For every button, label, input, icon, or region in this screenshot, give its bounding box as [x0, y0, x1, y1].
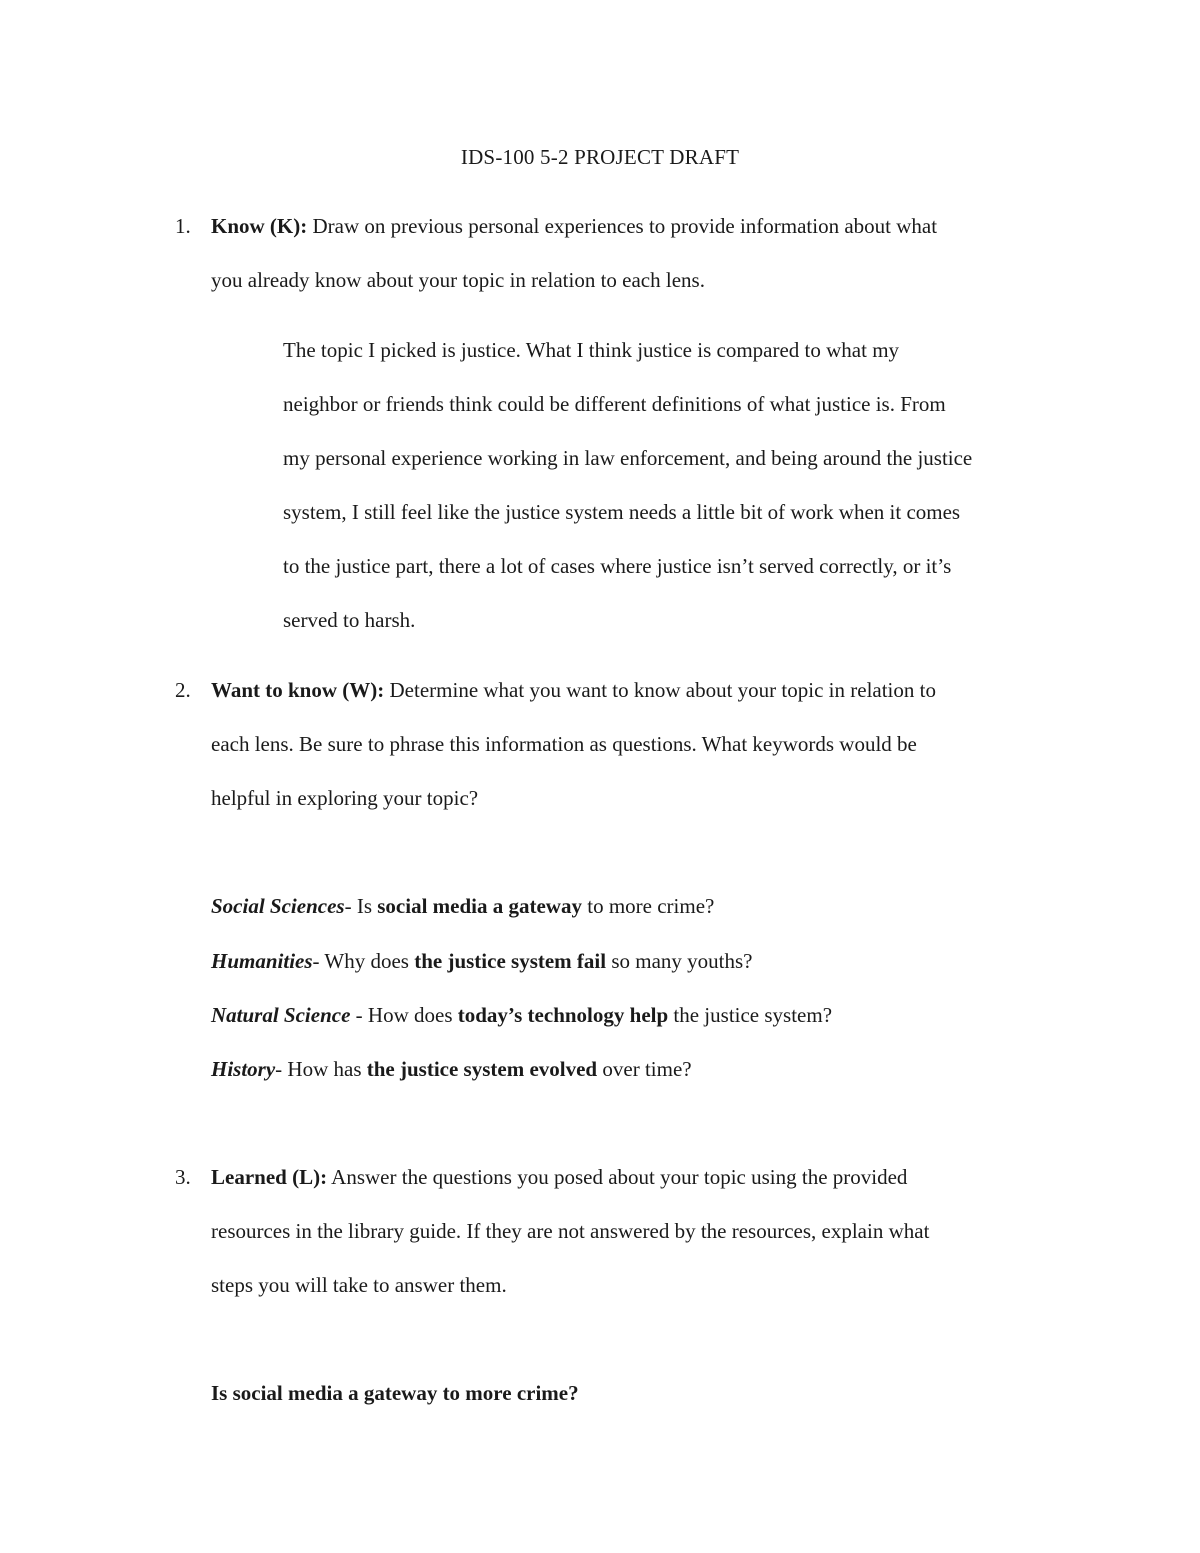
- lens-question-pre: - Why does: [312, 949, 415, 973]
- lens-question-pre: - How has: [275, 1057, 367, 1081]
- section-1-prompt-line-2: you already know about your topic in relation to each lens.: [211, 268, 705, 292]
- section-1-answer-line-3: my personal experience working in law enforcement, and being around the justice: [283, 446, 973, 470]
- section-2-heading: Want to know (W):: [211, 678, 385, 702]
- lens-label: Social Sciences: [211, 894, 345, 918]
- section-2-prompt-line-1: [211, 675, 936, 705]
- lens-question-post: so many youths?: [606, 949, 753, 973]
- lens-question-natural-science: [211, 1000, 832, 1030]
- section-1-number: 1.: [175, 214, 191, 238]
- lens-question-pre: - Is: [344, 894, 378, 918]
- lens-question-humanities: [211, 946, 753, 976]
- section-3-question-heading: Is social media a gateway to more crime?: [211, 1381, 579, 1405]
- lens-question-post: to more crime?: [581, 894, 715, 918]
- section-1-prompt-text: Draw on previous personal experiences to provide information about what: [307, 214, 938, 238]
- section-2-number: 2.: [175, 678, 191, 702]
- section-3-prompt-line-2: resources in the library guide. If they are not answered by the resources, explain what: [211, 1219, 930, 1243]
- section-3-prompt-text: Answer the questions you posed about your topic using the provided: [327, 1165, 908, 1189]
- section-3-heading: Learned (L):: [211, 1165, 328, 1189]
- lens-label: Humanities: [211, 949, 313, 973]
- section-1-answer-line-2: neighbor or friends think could be different definitions of what justice is. From: [283, 392, 946, 416]
- section-1-prompt-line-1: [211, 211, 937, 241]
- section-3-number: 3.: [175, 1165, 191, 1189]
- lens-question-social-sciences: [211, 891, 714, 921]
- lens-question-history: [211, 1054, 692, 1084]
- lens-label: Natural Science: [211, 1003, 351, 1027]
- lens-keyword: today’s technology help: [457, 1003, 669, 1027]
- lens-question-post: over time?: [597, 1057, 692, 1081]
- lens-question-pre: - How does: [350, 1003, 458, 1027]
- lens-keyword: the justice system evolved: [366, 1057, 598, 1081]
- lens-label: History: [211, 1057, 276, 1081]
- section-1-answer-line-5: to the justice part, there a lot of cases where justice isn’t served correctly, or it’s: [283, 554, 952, 578]
- section-2-prompt-line-3: helpful in exploring your topic?: [211, 786, 479, 810]
- section-2-prompt-line-2: each lens. Be sure to phrase this information as questions. What keywords would be: [211, 732, 917, 756]
- lens-keyword: social media a gateway: [377, 894, 582, 918]
- section-3-prompt-line-3: steps you will take to answer them.: [211, 1273, 507, 1297]
- section-1-heading: Know (K):: [211, 214, 308, 238]
- section-1-answer-line-4: system, I still feel like the justice system needs a little bit of work when it comes: [283, 500, 961, 524]
- section-1-answer-line-1: The topic I picked is justice. What I think justice is compared to what my: [283, 338, 900, 362]
- lens-keyword: the justice system fail: [414, 949, 607, 973]
- section-2-prompt-text: Determine what you want to know about your topic in relation to: [384, 678, 936, 702]
- page-title: IDS-100 5-2 PROJECT DRAFT: [460, 145, 740, 169]
- lens-question-post: the justice system?: [668, 1003, 833, 1027]
- section-3-prompt-line-1: [211, 1162, 907, 1192]
- section-1-answer-line-6: served to harsh.: [283, 608, 416, 632]
